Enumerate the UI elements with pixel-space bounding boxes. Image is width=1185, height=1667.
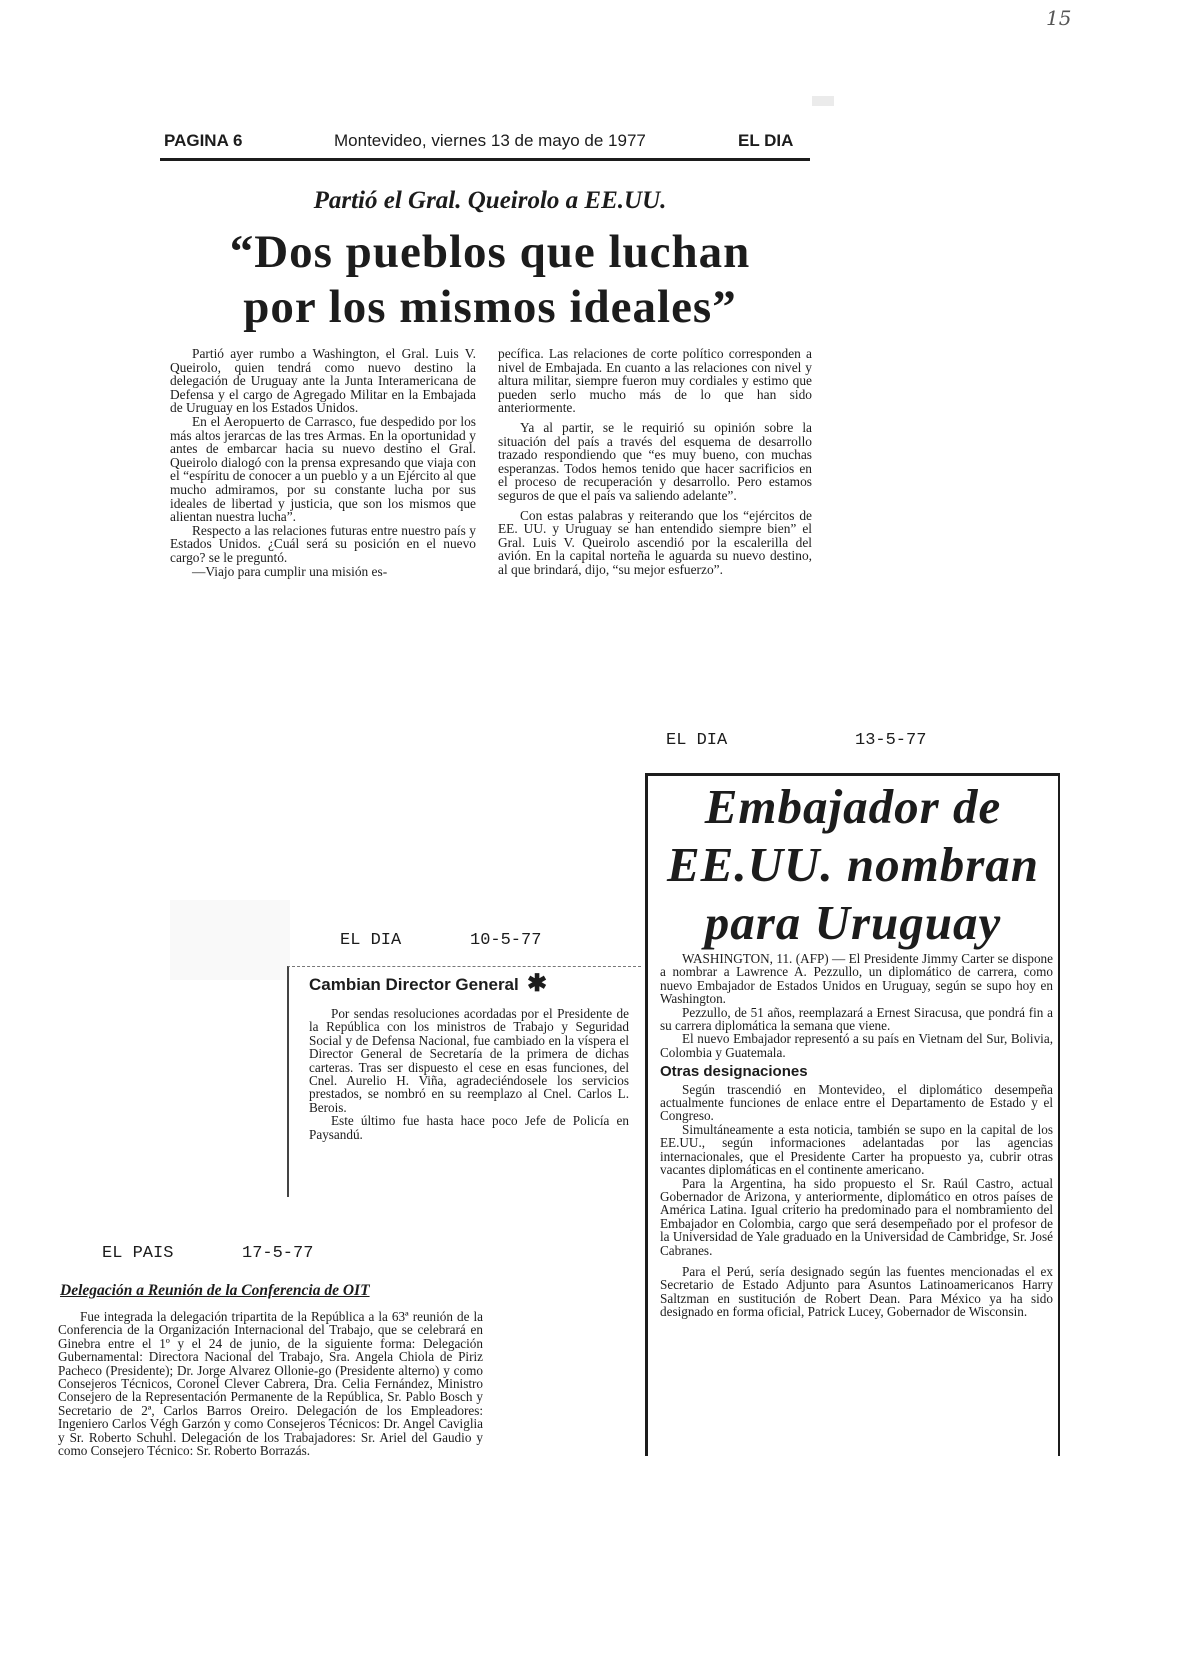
headline [309, 975, 519, 995]
scan-smudge [812, 96, 834, 106]
paragraph: Con estas palabras y reiterando que los “ejércitos de EE. UU. y Uruguay se han entendido siempre bien” el Gral. Luis V. Queirolo ascendió por la escalerilla del avión. En la capital norteña le aguarda su nuevo destino, al que brindará, dijo, “su mejor esfuerzo”. [498, 507, 812, 577]
paragraph: Simultáneamente a esta noticia, también se supo en la capital de los EE.UU., según informaciones adelantadas por las agencias internacionales, que el Presidente Carter ha propuesto ya, cubrir otras vacantes diplomáticas en el continente americano. [660, 1121, 1053, 1178]
headline [648, 778, 1058, 952]
top-article [160, 125, 820, 685]
clip-oit [58, 1278, 488, 1498]
headline-line: por los mismos ideales” [243, 281, 737, 333]
headline-line: Embajador de [704, 779, 1002, 834]
headline-text: Cambian Director General [309, 975, 519, 994]
article-body [309, 1007, 629, 1141]
clip-source: EL DIA [666, 731, 728, 750]
clip-source: EL PAIS [102, 1244, 174, 1263]
paragraph: Para el Perú, sería designado según las fuentes mencionadas el ex Secretario de Estado Adjunto para Asuntos Latinoamericanos Harry Saltzman en sustitución de Robert Dean. Para México ya ha sido designado en forma oficial, Patrick Lucey, Gobernador de Wisconsin. [660, 1263, 1053, 1320]
subhead: Otras designaciones [660, 1063, 808, 1081]
headline [160, 225, 820, 335]
paragraph: pecífica. Las relaciones de corte político corresponden a nivel de Embajada. En cuanto a las relaciones con nivel y altura militar, siempre fueron muy cordiales y estimo que pueden serlo mucho más de lo que han sido anteriormente. [498, 346, 812, 416]
paragraph: Respecto a las relaciones futuras entre nuestro país y Estados Unidos. ¿Cuál será su posición en el nuevo cargo? se le preguntó. [170, 522, 476, 565]
clip-director [287, 966, 641, 1197]
clip-source: EL DIA [340, 931, 402, 950]
article-column-2 [498, 347, 812, 577]
kicker: Partió el Gral. Queirolo a EE.UU. [313, 187, 667, 214]
clip-date: 13-5-77 [855, 731, 927, 750]
header-rule [160, 158, 810, 161]
header-date: Montevideo, viernes 13 de mayo de 1977 [334, 131, 646, 150]
article-body [58, 1310, 483, 1457]
paragraph: Por sendas resoluciones acordadas por el Presidente de la República con los ministros de Trabajo y Seguridad Social y de Defensa Nacional, fue cambiado en la víspera el Director General de Secretaría de la primera de dichas carteras. Tras ser dispuesto el cese en esas funciones, del Cnel. Aurelio H. Viña, agradeciéndosele los servicios prestados, se nombró en su reemplazo al Cnel. Carlos L. Berois. [309, 1006, 629, 1115]
headline-line: para Uruguay [704, 895, 1002, 950]
paragraph: Este último fue hasta hace poco Jefe de Policía en Paysandú. [309, 1113, 629, 1142]
paragraph: Pezzullo, de 51 años, reemplazará a Ernest Siracusa, que pondrá fin a su carrera diplomática la semana que viene. [660, 1004, 1053, 1034]
paragraph: El nuevo Embajador representó a su país en Vietnam del Sur, Bolivia, Colombia y Guatemala. [660, 1031, 1053, 1060]
scan-smudge [170, 900, 290, 980]
clip-date: 17-5-77 [242, 1244, 314, 1263]
clip-date: 10-5-77 [470, 931, 542, 950]
paragraph: Para la Argentina, ha sido propuesto el Sr. Raúl Castro, actual Gobernador de Arizona, y anteriormente, diplomático en otros países de América Latina. Igual criterio ha predominado para el nombramiento del Embajador en Colombia, cargo que será desempeñado por el profesor de la Universidad de Yale graduado en la Universidad de Cambridge, Sr. José Cabranes. [660, 1175, 1053, 1258]
article-body [660, 952, 1053, 1319]
headline-line: “Dos pueblos que luchan [229, 226, 751, 278]
clip-embajador [645, 773, 1060, 1456]
paragraph: WASHINGTON, 11. (AFP) — El Presidente Jimmy Carter se dispone a nombrar a Lawrence A. Pezzullo, un diplomático de carrera, como nuevo Embajador de Estados Unidos en Uruguay, según se supo hoy en Washington. [660, 951, 1053, 1007]
paragraph: Partió ayer rumbo a Washington, el Gral. Luis V. Queirolo, quien tendrá como nuevo destino la delegación de Uruguay ante la Junta Interamericana de Defensa y el cargo de Agregado Militar en la Embajada de Uruguay en los Estados Unidos. [170, 346, 476, 416]
headline: Delegación a Reunión de la Conferencia de OIT [60, 1282, 370, 1299]
paragraph: Según trascendió en Montevideo, el diplomático desempeña actualmente funciones de enlace entre el Departamento de Estado y el Congreso. [660, 1081, 1053, 1124]
header-paper: EL DIA [738, 131, 794, 150]
page-number-mark: 15 [1046, 6, 1072, 30]
pen-mark-icon: ✱ [527, 971, 548, 997]
paragraph: —Viajo para cumplir una misión es- [192, 563, 388, 579]
paragraph: Ya al partir, se le requirió su opinión sobre la situación del país a través del esquema de desarrollo trazado respondiendo que “es muy bueno, con muchas esperanzas. Todos hemos tenido que hacer sacrificios en el proceso de recuperación y desarrollo. Pero estamos seguros de que el país va saliendo adelante”. [498, 419, 812, 503]
article-column-1 [170, 347, 476, 578]
header-page: PAGINA 6 [164, 131, 243, 150]
paragraph: Fue integrada la delegación tripartita de la República a la 63ª reunión de la Conferencia de la Organización Internacional del Trabajo, que se celebrará en Ginebra entre el 1º y el 24 de junio, de la siguiente forma: Delegación Gubernamental: Directora Nacional del Trabajo, Sra. Angela Chiola de Piriz Pacheco (Presidente); Dr. Jorge Alvarez Ollonie-go (Presidente alterno) y como Consejeros Técnicos, Coronel Clever Cabrera, Dra. Celia Fernández, Ministro Consejero de la Representación Permanente de la República, Sr. Pablo Bosch y Secretario de 2ª, Carlos Barros Oreiro. Delegación de los Empleadores: Ingeniero Carlos Végh Garzón y como Consejeros Técnicos: Dr. Angel Caviglia y Sr. Roberto Schuhl. Delegación de los Trabajadores: Sr. Ariel del Gaudio y como Consejero Técnico: Sr. Roberto Borrazás. [58, 1309, 483, 1459]
paragraph: En el Aeropuerto de Carrasco, fue despedido por los más altos jerarcas de las tres Armas. En la oportunidad y antes de embarcar hacia su nuevo destino el Gral. Queirolo dialogó con la prensa expresando que viaja con el “espíritu de conocer a un pueblo y a un Ejército al que mucho admiramos, por su constante lucha por sus ideales de libertad y justicia, que son los mismos que alientan nuestra lucha”. [170, 413, 476, 525]
headline-line: EE.UU. nombran [666, 837, 1040, 892]
